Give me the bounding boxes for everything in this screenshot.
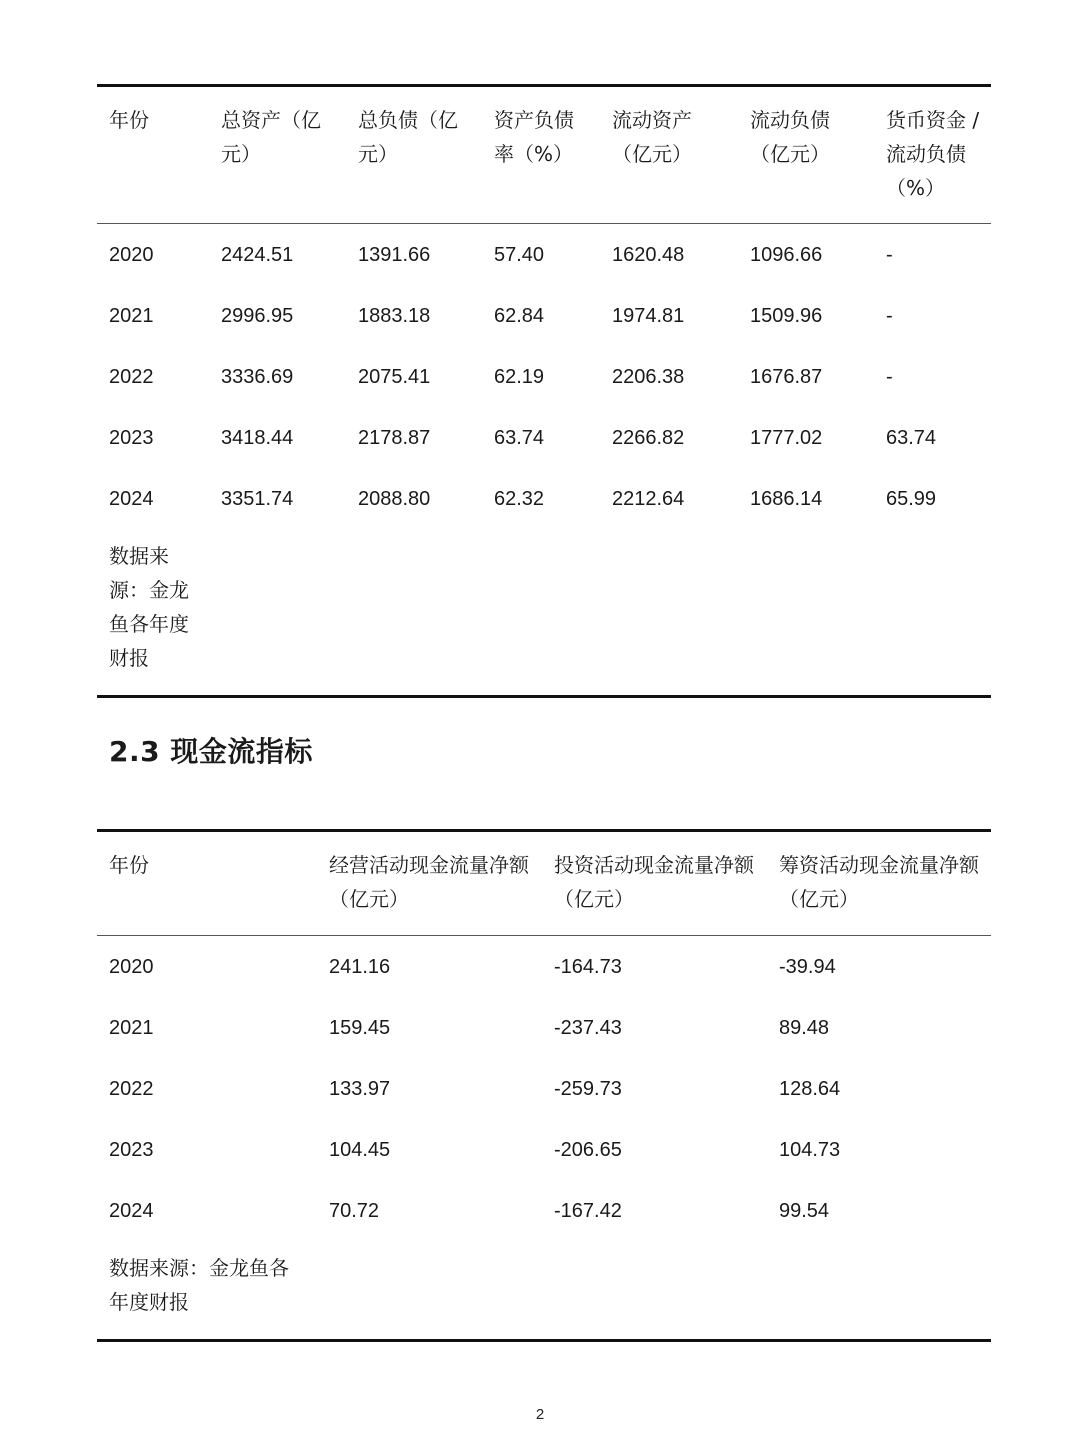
table-cell: 89.48: [779, 1016, 830, 1039]
table-cell: 63.74: [886, 426, 937, 449]
table-cell: 3351.74: [221, 487, 294, 510]
table-cell: 65.99: [886, 487, 937, 510]
table-cell: 1096.66: [750, 244, 823, 266]
table-cell: 2088.80: [358, 487, 431, 510]
table-row: [97, 936, 991, 997]
table-cell: 2178.87: [358, 426, 431, 449]
table-cell: 2206.38: [612, 365, 685, 388]
table-cell: 1391.66: [358, 244, 431, 266]
table-cell: 1974.81: [612, 304, 685, 327]
header-financing-cashflow: 筹资活动现金流量净额（亿元）: [767, 831, 991, 936]
table-cell: 241.16: [329, 956, 391, 978]
data-source-note: 数据来源：金龙鱼各年度财报: [109, 1255, 289, 1314]
table-cell: 70.72: [329, 1199, 380, 1222]
table-cell: -164.73: [554, 956, 622, 978]
table-cell: -: [886, 244, 893, 266]
header-total-assets: 总资产（亿元）: [209, 86, 346, 224]
table-cell: 1676.87: [750, 365, 823, 388]
table-cell: 1777.02: [750, 426, 823, 449]
table-cell: 63.74: [494, 426, 545, 449]
table-row: [97, 1058, 991, 1119]
table-row: [97, 997, 991, 1058]
table-cell: 57.40: [494, 244, 545, 266]
header-total-liabilities: 总负债（亿元）: [346, 86, 482, 224]
table-cell: -39.94: [779, 956, 836, 978]
table-cell: 133.97: [329, 1077, 391, 1100]
balance-sheet-table-block: [97, 84, 991, 698]
cell-year: 2020: [109, 244, 154, 266]
header-year: 年份: [97, 86, 209, 224]
header-cash-to-current-liabilities: 货币资金 / 流动负债（%）: [874, 86, 991, 224]
header-current-liabilities: 流动负债（亿元）: [738, 86, 874, 224]
header-year: 年份: [97, 831, 317, 936]
table-cell: 2212.64: [612, 487, 685, 510]
table-cell: 62.19: [494, 365, 545, 388]
cell-year: 2024: [109, 487, 154, 510]
cell-year: 2021: [109, 1016, 154, 1039]
cashflow-table: [97, 829, 991, 1342]
table-cell: 1883.18: [358, 304, 431, 327]
table-row: [97, 468, 991, 529]
table-cell: 159.45: [329, 1016, 391, 1039]
table-cell: 3336.69: [221, 365, 294, 388]
section-heading: 2.3 现金流指标: [109, 735, 313, 768]
table-cell: 1686.14: [750, 487, 823, 510]
table-cell: 2424.51: [221, 244, 294, 266]
table-cell: -: [886, 304, 893, 327]
cell-year: 2021: [109, 304, 154, 327]
table-row: [97, 1119, 991, 1180]
table-cell: 2075.41: [358, 365, 431, 388]
table-cell: 1620.48: [612, 244, 685, 266]
table-cell: 2996.95: [221, 304, 294, 327]
table-cell: 128.64: [779, 1077, 841, 1100]
table-header-row: [97, 86, 991, 224]
table-cell: -: [886, 365, 893, 388]
table-cell: 99.54: [779, 1199, 830, 1222]
page-number: 2: [535, 1406, 545, 1423]
header-investing-cashflow: 投资活动现金流量净额（亿元）: [542, 831, 767, 936]
cell-year: 2020: [109, 956, 154, 978]
table-cell: -259.73: [554, 1077, 622, 1100]
table-row: [97, 1180, 991, 1241]
cell-year: 2022: [109, 365, 154, 388]
table-row: [97, 285, 991, 346]
table-cell: 3418.44: [221, 426, 294, 449]
header-debt-ratio: 资产负债率（%）: [482, 86, 600, 224]
table-header-row: [97, 831, 991, 936]
table-row: [97, 407, 991, 468]
cell-year: 2023: [109, 426, 154, 449]
cell-year: 2024: [109, 1199, 154, 1222]
table-cell: 2266.82: [612, 426, 685, 449]
table-row: [97, 346, 991, 407]
cell-year: 2023: [109, 1138, 154, 1161]
table-cell: -237.43: [554, 1016, 622, 1039]
header-current-assets: 流动资产（亿元）: [600, 86, 738, 224]
table-source-row: [97, 529, 991, 697]
data-source-note: 数据来源：金龙鱼各年度财报: [109, 543, 189, 670]
table-cell: -167.42: [554, 1199, 622, 1222]
table-cell: 62.84: [494, 304, 545, 327]
table-source-row: [97, 1241, 991, 1341]
cashflow-table-block: [97, 829, 991, 1342]
header-operating-cashflow: 经营活动现金流量净额（亿元）: [317, 831, 542, 936]
cell-year: 2022: [109, 1077, 154, 1100]
table-cell: -206.65: [554, 1138, 622, 1161]
table-cell: 62.32: [494, 487, 545, 510]
table-row: [97, 224, 991, 285]
balance-sheet-table: [97, 84, 991, 698]
table-cell: 104.45: [329, 1138, 391, 1161]
table-cell: 1509.96: [750, 304, 823, 327]
table-cell: 104.73: [779, 1138, 841, 1161]
